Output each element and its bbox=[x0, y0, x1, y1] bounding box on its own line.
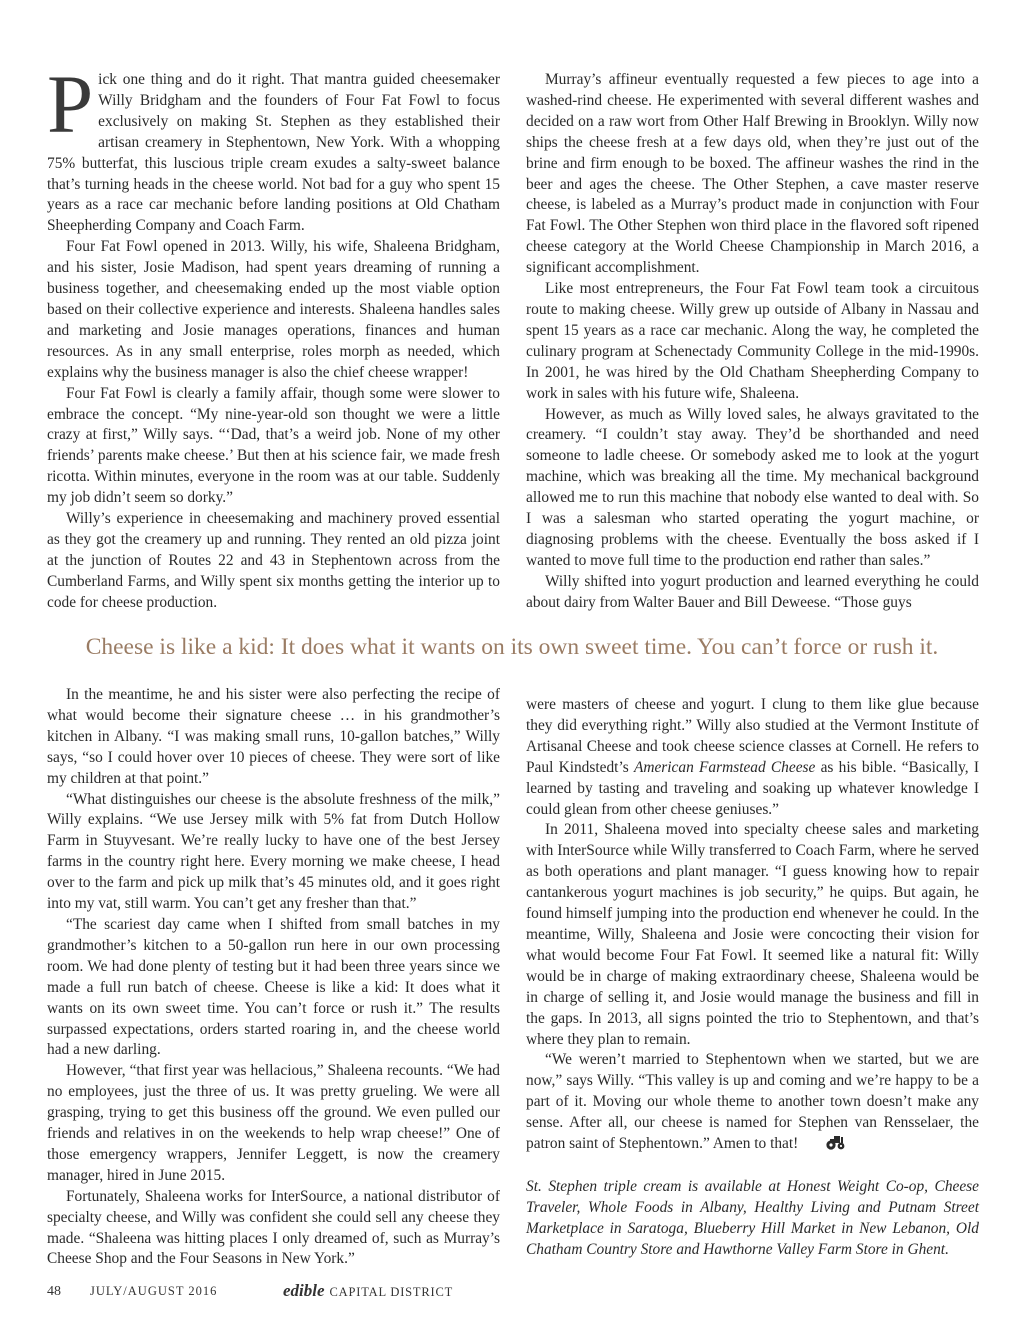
page-number: 48 bbox=[47, 1284, 61, 1299]
article-paragraph: Four Fat Fowl opened in 2013. Willy, his wife, Shaleena Bridgham, and his sister, Josie Madison, had spent years dreaming of running a business together, and cheesemaking ended up the most viable option based on their collective experience and interests. Shaleena handles sales and marketing and Josie manages operations, finances and human resources. As in any small enterprise, roles morph as needed, which explains why the business manager is also the chief cheese wrapper! bbox=[47, 238, 500, 381]
article-paragraph: Fortunately, Shaleena works for InterSource, a national distributor of specialty cheese, and Willy was confident she could sell any cheese they made. “Shaleena was hitting places I only dreamed of, such as Murray’s Cheese Shop and the Four Seasons in New York.” bbox=[47, 1187, 500, 1268]
article-column-top-left bbox=[47, 58, 500, 614]
article-paragraph: Pick one thing and do it right. That mantra guided cheesemaker Willy Bridgham and the founders of Four Fat Fowl to focus exclusively on making St. Stephen as they established their artisan creamery in Stephentown, New York. With a whopping 75% butterfat, this luscious triple cream exudes a salty-sweet balance that’s turning heads in the cheese world. Not bad for a guy who spent 15 years as a race car mechanic before landing positions at Old Chatham Sheepherding Company and Coach Farm. bbox=[47, 58, 500, 235]
article-paragraph: “What distinguishes our cheese is the absolute freshness of the milk,” Willy explains. “We use Jersey milk with 5% fat from Dutch Hollow Farm in Stuyvesant. We’re really lucky to have one of the best Jersey farms in the country right here. Every morning we make cheese, I head over to the farm and pick up milk that’s 45 minutes old, and it goes right into my vat, still warm. You can’t get any fresher than that.” bbox=[47, 790, 500, 913]
article-paragraph: In the meantime, he and his sister were also perfecting the recipe of what would become their signature cheese … in his grandmother’s kitchen in Albany. “I was making small runs, 10-gallon batches,” Willy says, “so I could hover over 10 pieces of cheese. They were sort of like my children at that point.” bbox=[47, 686, 500, 787]
drop-cap: P bbox=[47, 58, 94, 150]
article-paragraph: “The scariest day came when I shifted from small batches in my grandmother’s kitchen to a 50-gallon run here in our own processing room. We had done plenty of testing but it had been three years since we made a full run batch of cheese. Cheese is like a kid: It does what it wants on its own sweet time. You can’t force or rush it.” The results surpassed expectations, orders started roaring in, and the cheese world had a new darling. bbox=[47, 915, 500, 1059]
magazine-name: edible CAPITAL DISTRICT bbox=[283, 1281, 454, 1300]
article-paragraph: In 2011, Shaleena moved into specialty cheese sales and marketing with InterSource while Willy transferred to Coach Farm, where he served as both operations and plant manager. “I guess knowing how to repair cantankerous yogurt machines is job security,” he quips. But again, he found himself jumping into the production end whenever he could. In the meantime, Willy, Shaleena and Josie were concocting their vision for what would become Four Fat Fowl. It seemed like a natural fit: Willy would be in charge of making extraordinary cheese, Shaleena would be in charge of selling it, and Josie would manage the business and fill in the gaps. In 2013, all signs pointed the trio to Stephentown, and that’s where they plan to remain. bbox=[526, 821, 979, 1048]
article-paragraph: Four Fat Fowl is clearly a family affair, though some were slower to embrace the concept. “My nine-year-old son thought we were a little crazy at first,” Willy says. “‘Dad, that’s a weird job. None of my other friends’ parents make cheese.’ But then at his science fair, we made fresh ricotta. Within minutes, everyone in the room was at our table. Suddenly my job didn’t seem so dorky.” bbox=[47, 384, 500, 507]
article-paragraph: “We weren’t married to Stephentown when we started, but we are now,” says Willy. “This valley is up and coming and we’re happy to be a part of it. Moving our whole theme to another town doesn’t make any sense. After all, our cheese is named for Stephen van Rensselaer, the patron saint of Stephentown.” Amen to that! bbox=[526, 1050, 979, 1157]
article-paragraph: Like most entrepreneurs, the Four Fat Fowl team took a circuitous route to making cheese. Willy grew up outside of Albany in Nassau and spent 15 years as a race car mechanic. Along the way, he completed the culinary program at Schenectady Community College in the mid-1990s. In 2001, he was hired by the Old Chatham Sheepherding Company to work in sales with his future wife, Shaleena. bbox=[526, 280, 979, 402]
article-column-bottom-left bbox=[47, 685, 500, 1270]
article-paragraph: were masters of cheese and yogurt. I clung to them like glue because they did everything right.” Willy also studied at the Vermont Institute of Artisanal Cheese and took cheese science classes at Cornell. He refers to Paul Kindstedt’s American Farmstead Cheese as his bible. “Basically, I learned by tasting and traveling and soaking up whatever knowledge I could glean from other cheese geniuses.” bbox=[526, 696, 980, 818]
article-paragraph: Willy’s experience in cheesemaking and machinery proved essential as they got the creamery up and running. They rented an old pizza joint at the junction of Routes 22 and 43 in Stephentown across from the Cumberland Farms, and Willy spent six months getting the interior up to code for cheese production. bbox=[47, 510, 500, 611]
book-title: American Farmstead Cheese bbox=[633, 758, 816, 776]
availability-note: St. Stephen triple cream is available at Honest Weight Co-op, Cheese Traveler, Whole Foods in Albany, Healthy Living and Putnam Street Marketplace in Saratoga, Blueberry Hill Market in New Lebanon, Old Chatham Country Store and Hawthorne Valley Farm Store in Ghent. bbox=[526, 1177, 979, 1258]
article-paragraph: However, “that first year was hellacious,” Shaleena recounts. “We had no employees, just the three of us. It was pretty grueling. We were all grasping, trying to get this business off the ground. We even pulled our friends and relatives in on the weekends to help wrap cheese!” One of those emergency wrappers, Jennifer Leggett, is now the creamery manager, hired in June 2015. bbox=[47, 1062, 500, 1184]
article-paragraph: However, as much as Willy loved sales, he always gravitated to the creamery. “I couldn’t stay away. They’d be shorthanded and need someone to ladle cheese. Or somebody asked me to look at the yogurt machine, which was breaking all the time. My mechanical background allowed me to run this machine that nobody else wanted to deal with. So I was a salesman who started operating the yogurt machine, or diagnosing problems with the cheese. Eventually the boss asked if I wanted to move full time to the production end rather than sales.” bbox=[526, 405, 979, 569]
pull-quote: Cheese is like a kid: It does what it wants on its own sweet time. You can’t force or rush it. bbox=[85, 634, 939, 660]
page-footer bbox=[47, 1281, 647, 1304]
article-paragraph: Willy shifted into yogurt production and learned everything he could about dairy from Walter Bauer and Bill Deweese. “Those guys bbox=[526, 572, 979, 611]
article-column-top-right bbox=[526, 70, 979, 614]
article-paragraph: Murray’s affineur eventually requested a few pieces to age into a washed-rind cheese. He experimented with several different washes and decided on a raw wort from Other Half Brewing in Brooklyn. Willy now ships the cheese fresh at a few days old, when they’re just out of the brine and firm enough to be boxed. The affineur washes the rind in the beer and ages the cheese. The Other Stephen, a cave master reserve cheese, is labeled as a Murray’s product made in conjunction with Four Fat Fowl. The Other Stephen won third place in the flavored soft ripened cheese category at the World Cheese Championship in March 2016, a significant accomplishment. bbox=[526, 71, 979, 277]
article-column-bottom-right bbox=[526, 695, 979, 1261]
tractor-icon bbox=[806, 1134, 847, 1157]
issue-date: JULY/AUGUST 2016 bbox=[90, 1284, 218, 1298]
